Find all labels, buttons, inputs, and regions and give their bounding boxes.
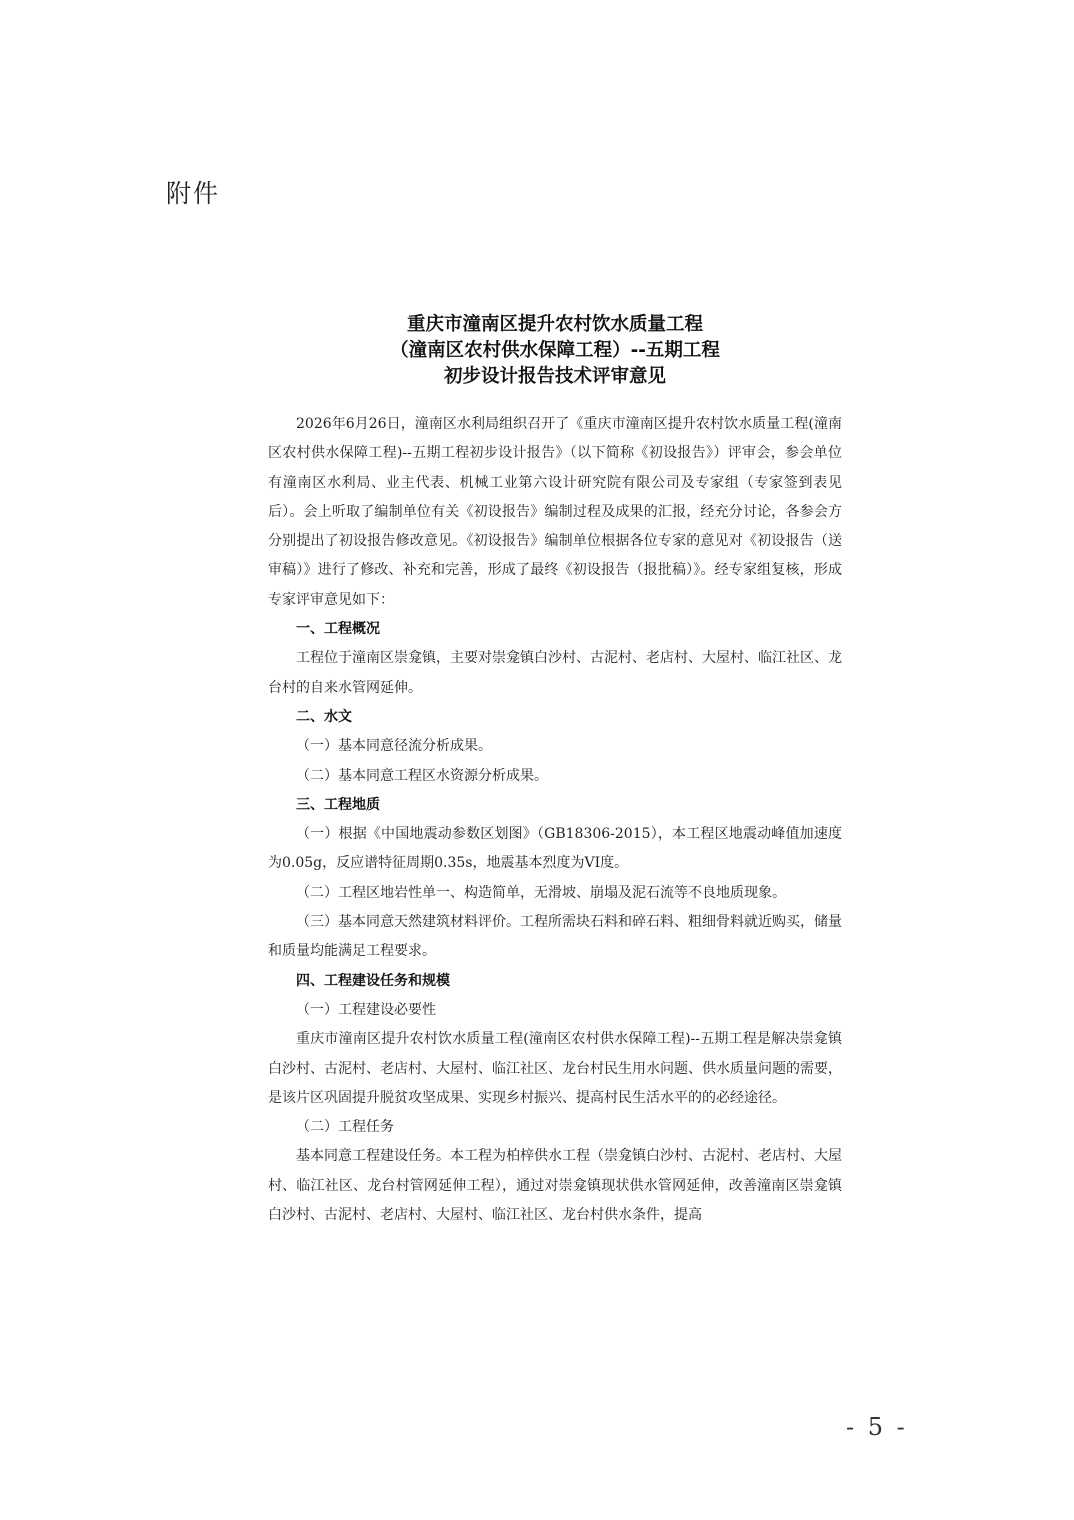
page-number: - 5 - [846, 1413, 908, 1441]
section-heading-tasks: 四、工程建设任务和规模 [296, 972, 450, 989]
geology-item-3: （三）基本同意天然建筑材料评价。工程所需块石料和碎石料、粗细骨料就近购买，储量和质量均能满足工程要求。 [268, 914, 842, 960]
section-heading-overview: 一、工程概况 [296, 621, 380, 638]
document-title [268, 312, 842, 390]
geology-item-1: （一）根据《中国地震动参数区划图》（GB18306-2015），本工程区地震动峰值加速度为0.05g，反应谱特征周期0.35s，地震基本烈度为VI度。 [268, 826, 842, 872]
section-heading-hydrology: 二、水文 [296, 708, 352, 725]
document-body [268, 410, 842, 1230]
geology-item-2: （二）工程区地岩性单一、构造简单，无滑坡、崩塌及泥石流等不良地质现象。 [296, 884, 786, 901]
necessity-paragraph: 重庆市潼南区提升农村饮水质量工程(潼南区农村供水保障工程)--五期工程是解决崇龛镇白沙村、古泥村、老店村、大屋村、临江社区、龙台村民生用水问题、供水质量问题的需要，是该片区巩固提升脱贫攻坚成果、实现乡村振兴、提高村民生活水平的的必经途径。 [268, 1031, 842, 1106]
hydrology-item-2: （二）基本同意工程区水资源分析成果。 [296, 767, 548, 784]
intro-paragraph: 2026年6月26日，潼南区水利局组织召开了《重庆市潼南区提升农村饮水质量工程(潼南区农村供水保障工程)--五期工程初步设计报告》（以下简称《初设报告》）评审会，参会单位有潼南区水利局、业主代表、机械工业第六设计研究院有限公司及专家组（专家签到表见后）。会上听取了编制单位有关《初设报告》编制过程及成果的汇报，经充分讨论，各参会方分别提出了初设报告修改意见。《初设报告》编制单位根据各位专家的意见对《初设报告（送审稿）》进行了修改、补充和完善，形成了最终《初设报告（报批稿）》。经专家组复核，形成专家评审意见如下： [268, 416, 842, 608]
overview-paragraph: 工程位于潼南区崇龛镇，主要对崇龛镇白沙村、古泥村、老店村、大屋村、临江社区、龙台村的自来水管网延伸。 [268, 650, 842, 696]
title-line-3: 初步设计报告技术评审意见 [443, 366, 666, 387]
attachment-label: 附件 [166, 179, 221, 208]
title-line-1: 重庆市潼南区提升农村饮水质量工程 [406, 314, 703, 335]
tasks-subheading-necessity: （一）工程建设必要性 [296, 1001, 436, 1018]
hydrology-item-1: （一）基本同意径流分析成果。 [296, 738, 492, 755]
task-paragraph: 基本同意工程建设任务。本工程为柏梓供水工程（崇龛镇白沙村、古泥村、老店村、大屋村、临江社区、龙台村管网延伸工程），通过对崇龛镇现状供水管网延伸，改善潼南区崇龛镇白沙村、古泥村、老店村、大屋村、临江社区、龙台村供水条件，提高 [268, 1148, 842, 1224]
section-heading-geology: 三、工程地质 [296, 796, 380, 813]
tasks-subheading-task: （二）工程任务 [296, 1119, 394, 1136]
title-line-2: （潼南区农村供水保障工程）--五期工程 [390, 340, 720, 361]
